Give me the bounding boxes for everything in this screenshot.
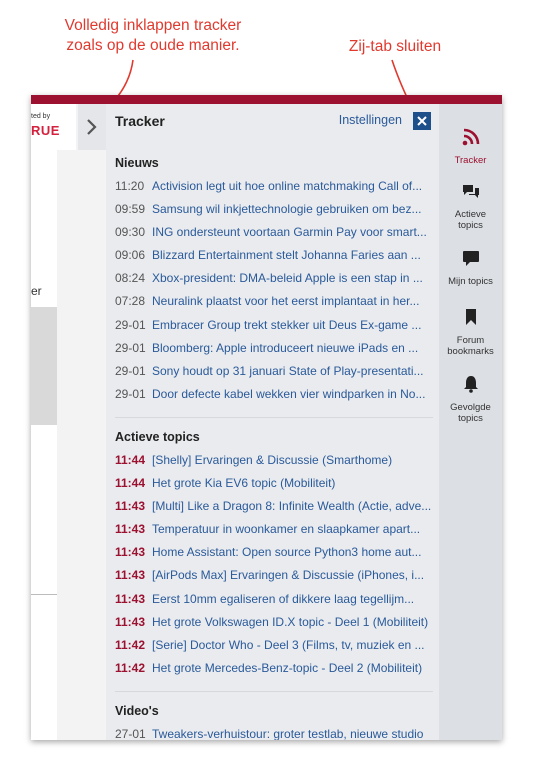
item-link[interactable]: Samsung wil inkjettechnologie gebruiken om bez...: [152, 202, 422, 217]
list-item[interactable]: [115, 496, 433, 519]
page-header: [31, 104, 76, 150]
list-item[interactable]: [115, 268, 433, 291]
sponsor-label: ted by: [31, 113, 51, 120]
item-time: 11:43: [115, 614, 146, 629]
list-item[interactable]: [115, 589, 433, 612]
list-item[interactable]: [115, 473, 433, 496]
nav-label: Gevolgde topics: [450, 402, 491, 424]
annotation-collapse-line1: Volledig inklappen tracker: [64, 17, 242, 34]
annotation-collapse-line2: zoals op de oude manier.: [66, 37, 240, 54]
item-time: 11:43: [115, 522, 146, 537]
sponsor-logo: RUE: [31, 123, 60, 138]
list-item[interactable]: [115, 291, 433, 314]
item-time: 07:28: [115, 294, 146, 309]
nav-label: Mijn topics: [448, 276, 493, 287]
item-link[interactable]: Door defecte kabel wekken vier windparken in No...: [152, 386, 426, 401]
section-title: Actieve topics: [115, 430, 200, 444]
list-item[interactable]: [115, 361, 433, 384]
tracker-panel: [106, 104, 439, 740]
nav-followed-topics[interactable]: [439, 375, 502, 424]
item-time: 27-01: [115, 727, 146, 740]
list-item[interactable]: [115, 222, 433, 245]
list-item[interactable]: [115, 724, 433, 740]
nav-tracker[interactable]: [439, 128, 502, 166]
bookmark-icon: [464, 308, 478, 326]
list-item[interactable]: [115, 565, 433, 588]
nav-label: Forum bookmarks: [447, 335, 494, 357]
item-link[interactable]: ING ondersteunt voortaan Garmin Pay voor smart...: [152, 225, 427, 240]
chat-bubbles-icon: [462, 184, 480, 200]
item-link[interactable]: Het grote Mercedes-Benz-topic - Deel 2 (Mobiliteit): [152, 660, 423, 675]
chevron-right-icon: [86, 118, 98, 136]
nav-label: Tracker: [454, 155, 487, 166]
topics-list: [115, 450, 433, 681]
item-link[interactable]: Het grote Volkswagen ID.X topic - Deel 1 (Mobiliteit): [152, 614, 429, 629]
videos-list: [115, 724, 433, 740]
item-time: 29-01: [115, 340, 146, 355]
item-link[interactable]: Tweakers-verhuistour: groter testlab, nieuwe studio: [152, 727, 424, 740]
item-time: 11:42: [115, 637, 146, 652]
item-link[interactable]: Blizzard Entertainment stelt Johanna Faries aan ...: [152, 248, 421, 263]
nav-my-topics[interactable]: [439, 250, 502, 287]
list-item[interactable]: [115, 542, 433, 565]
list-item[interactable]: [115, 338, 433, 361]
annotation-close: Zij-tab sluiten: [348, 38, 442, 55]
videos-section: [115, 701, 433, 740]
background-page: [31, 104, 106, 740]
nav-forum-bookmarks[interactable]: [439, 308, 502, 357]
section-title: Nieuws: [115, 156, 159, 170]
item-link[interactable]: Temperatuur in woonkamer en slaapkamer apart...: [152, 522, 421, 537]
page-divider: [31, 594, 57, 595]
page-image-placeholder: [31, 307, 57, 425]
top-bar: [31, 95, 502, 104]
item-time: 11:42: [115, 660, 146, 675]
item-link[interactable]: [Multi] Like a Dragon 8: Infinite Wealth (Actie, adve...: [152, 499, 432, 514]
item-link[interactable]: [AirPods Max] Ervaringen & Discussie (iPhones, i...: [152, 568, 425, 583]
item-link[interactable]: Xbox-president: DMA-beleid Apple is een stap in ...: [152, 271, 423, 286]
news-list: [115, 176, 433, 407]
rss-icon: [462, 128, 480, 146]
news-section: [115, 153, 433, 407]
section-title: Video's: [115, 704, 159, 718]
list-item[interactable]: [115, 315, 433, 338]
list-item[interactable]: [115, 612, 433, 635]
item-link[interactable]: Neuralink plaatst voor het eerst implantaat in her...: [152, 294, 420, 309]
nav-label: Actieve topics: [454, 209, 487, 231]
list-item[interactable]: [115, 519, 433, 542]
chat-bubble-icon: [462, 250, 480, 267]
sidetab-nav: [439, 104, 502, 740]
item-link[interactable]: Eerst 10mm egaliseren of dikkere laag tegellijm...: [152, 591, 415, 606]
close-sidetab-button[interactable]: [413, 112, 431, 130]
list-item[interactable]: [115, 199, 433, 222]
item-link[interactable]: Bloomberg: Apple introduceert nieuwe iPads en ...: [152, 340, 419, 355]
item-time: 11:43: [115, 568, 146, 583]
app-frame: [31, 95, 502, 740]
item-link[interactable]: Activision legt uit hoe online matchmaking Call of...: [152, 179, 423, 193]
item-time: 09:30: [115, 225, 146, 240]
topics-section: [115, 427, 433, 681]
nav-active-topics[interactable]: [439, 184, 502, 231]
item-link[interactable]: [Shelly] Ervaringen & Discussie (Smarthome): [152, 453, 393, 467]
close-icon: [417, 116, 427, 126]
item-link[interactable]: [Serie] Doctor Who - Deel 3 (Films, tv, muziek en ...: [152, 637, 425, 652]
item-link[interactable]: Sony houdt op 31 januari State of Play-presentati...: [152, 363, 424, 378]
item-time: 08:24: [115, 271, 146, 286]
item-time: 09:59: [115, 202, 146, 217]
item-time: 29-01: [115, 363, 146, 378]
section-divider: [115, 417, 433, 418]
page-content: [31, 150, 57, 740]
item-time: 11:20: [115, 179, 145, 193]
item-time: 11:44: [115, 453, 146, 467]
item-time: 29-01: [115, 386, 146, 401]
list-item[interactable]: [115, 384, 433, 407]
settings-link[interactable]: Instellingen: [338, 113, 402, 127]
tracker-title: Tracker: [115, 113, 165, 129]
item-time: 29-01: [115, 317, 146, 332]
section-divider: [115, 691, 433, 692]
list-item[interactable]: [115, 658, 433, 681]
bell-icon: [463, 375, 479, 393]
tracker-header: [106, 104, 439, 150]
item-time: 11:43: [115, 591, 146, 606]
collapse-tracker-button[interactable]: [78, 104, 106, 150]
list-item[interactable]: [115, 450, 433, 473]
item-time: 11:43: [115, 545, 146, 560]
item-link[interactable]: Embracer Group trekt stekker uit Deus Ex-game ...: [152, 317, 422, 332]
list-item[interactable]: [115, 245, 433, 268]
list-item[interactable]: [115, 176, 433, 199]
item-link[interactable]: Het grote Kia EV6 topic (Mobiliteit): [152, 476, 336, 491]
item-time: 11:43: [115, 499, 146, 514]
page-text-fragment: er: [31, 284, 42, 298]
list-item[interactable]: [115, 635, 433, 658]
item-time: 09:06: [115, 248, 146, 263]
item-link[interactable]: Home Assistant: Open source Python3 home aut...: [152, 545, 422, 560]
item-time: 11:44: [115, 476, 146, 491]
